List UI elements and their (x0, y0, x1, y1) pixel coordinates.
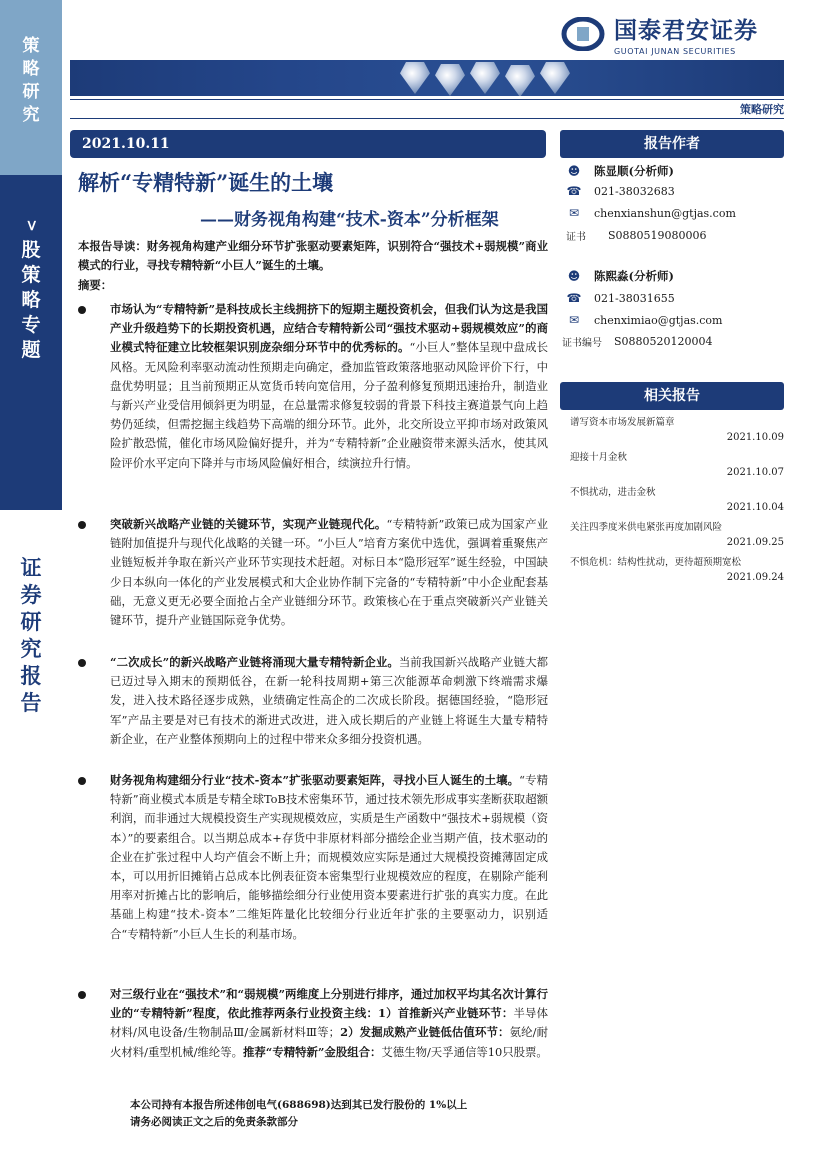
sidebar-char: 略 (22, 59, 40, 79)
sidebar-char: 股 (21, 239, 41, 261)
reader-guide: 本报告导读：财务视角构建产业细分环节扩张驱动要素矩阵，识别符合“强技术+弱规模”商业模式的行业，寻找专精特新“小巨人”诞生的土壤。 (78, 239, 548, 273)
sidebar-char: 券 (20, 583, 42, 607)
header-divider (70, 118, 784, 119)
phone-icon: ☎ (566, 184, 582, 198)
report-subtitle: ——财务视角构建“技术-资本”分析框架 (200, 210, 499, 230)
sidebar-char: > (22, 219, 41, 232)
related-heading: 相关报告 (560, 382, 784, 410)
sidebar-char: 专 (21, 314, 41, 336)
footer-disclosure: 本公司持有本报告所述伟创电气(688698)达到其已发行股份的 1%以上 (130, 1099, 468, 1111)
header-banner (70, 60, 784, 96)
bullet-icon (78, 521, 86, 529)
bullet-text: “小巨人”整体呈现中盘成长风格。无风险利率驱动流动性预期走向确定，叠加监管政策落地驱动风险评价下行，中盘优势明显；且当前预期正从宽货币转向宽信用，分子盈利修复预期迅速抬升，制造业与新兴产业受信用倾斜更为明显，在总量需求修复较弱的背景下科技主赛道景气向上趋势仍延续，但需挖掘主线趋势下高端的细分环节。此外，北交所设立平抑市场对政策风险扩散恐慌，催化市场风险偏好提升，并为“专精特新”企业融资带来源头活水，使其风险评价水平定向下降并与市场风险偏好相合，续演拉升行情。 (110, 340, 548, 470)
logo-icon (560, 17, 606, 51)
authors-heading: 报告作者 (560, 130, 784, 158)
bullet-icon (78, 659, 86, 667)
email-icon: ✉ (568, 206, 580, 220)
bullet-icon (78, 777, 86, 785)
company-logo (560, 12, 758, 56)
diamond-icon (470, 62, 500, 94)
sidebar-report-type (0, 510, 62, 1170)
header-category: 策略研究 (740, 103, 784, 116)
abstract-bullet (78, 515, 548, 630)
related-report-title[interactable]: 不惧危机：结构性扰动，更待超预期宽松 (570, 557, 742, 568)
author-name-row (566, 163, 674, 179)
sidebar-char: 究 (20, 637, 42, 661)
diamond-icon (540, 62, 570, 94)
sidebar-char: 究 (22, 105, 40, 125)
sidebar-char: 研 (22, 82, 40, 102)
report-date-bar (70, 130, 546, 158)
abstract-label: 摘要： (78, 278, 113, 292)
bullet-text: 艾德生物/天孚通信等10只股票。 (381, 1044, 548, 1059)
sidebar-category (0, 0, 62, 175)
author-name: 陈显顺(分析师) (594, 164, 674, 178)
related-report-title[interactable]: 不惧扰动，进击金秋 (570, 487, 656, 498)
bullet-bold-text: 突破新兴战略产业链的关键环节，实现产业链现代化。 (110, 517, 387, 531)
sidebar-char: 证 (20, 556, 42, 580)
abstract-bullet (78, 300, 548, 473)
person-icon: ☻ (567, 269, 581, 283)
related-report-date: 2021.10.07 (726, 467, 784, 478)
bullet-text: 氨纶/耐火材料/重型机械/维纶等。 (110, 1025, 548, 1059)
author-phone-row (566, 291, 675, 305)
bullet-bold-text: 推荐“专精特新”金股组合： (242, 1044, 382, 1059)
related-report-date: 2021.09.24 (726, 572, 784, 583)
sidebar-char: 略 (21, 289, 41, 311)
cert-label: 证书编号 (562, 338, 602, 349)
header-divider (70, 99, 784, 100)
bullet-bold-text: 财务视角构建细分行业“技术-资本”扩张驱动要素矩阵，寻找小巨人诞生的土壤。 (110, 773, 520, 787)
bullet-text: “专精特新”政策已成为国家产业链附加值提升与现代化战略的关键一环。“小巨人”培育方案优中选优，强调着重聚焦产业链短板并争取在新兴产业环节实现技术赶超。对标日本“隐形冠军”诞生经验，中国缺少日本纵向一体化的产业发展模式和大企业协作制下完备的“专精特新”中小企业配套基础，无意义更无必要全面抢占全产业链细分环节。政策核心在于重点突破新兴产业链关键环节，提升产业链国际竞争优势。 (110, 517, 548, 628)
logo-text-cn: 国泰君安证券 (614, 18, 758, 44)
bullet-text: “专精特新”商业模式本质是专精全球ToB技术密集环节，通过技术领先形成事实垄断获取超额利润，而非通过大规模投资生产实现规模效应，实质是生产函数中“强技术+弱规模（资本）”的要素组合。以当期总成本+存货中非原材料部分描绘企业当期产值，技术驱动的企业在扩张过程中人均产值会不断上升；而规模效应实际是通过大规模投资摊薄固定成本，可以用折旧摊销占总成本比例表征资本密集型行业规模效应的程度，在剔除产能利用率对折摊占比的影响后，能够描绘细分行业使用资本要素进行扩张的真实力度。在此基础上构建“技术-资本”二维矩阵量化比较细分行业近年扩张的主要驱动力，识别适合“专精特新”小巨人生长的利基市场。 (110, 773, 548, 941)
author-email-row (566, 313, 722, 327)
diamond-icon (400, 62, 430, 94)
author-phone: 021-38031655 (594, 291, 675, 305)
related-report-date: 2021.09.25 (726, 537, 784, 548)
footer-notice (130, 1097, 467, 1131)
bullet-bold-text: 2）发掘成熟产业链低估值环节： (340, 1025, 510, 1040)
sidebar-topic (0, 175, 62, 510)
author-name-row (566, 268, 674, 284)
bullet-icon (78, 306, 86, 314)
sidebar-char: 告 (20, 691, 42, 715)
abstract-bullet (78, 771, 548, 944)
cert-label: 证书 (566, 232, 586, 243)
diamond-icon (505, 65, 535, 96)
bullet-text: 半导体材料/风电设备/生物制品Ⅲ/金属新材料Ⅲ等； (110, 1006, 548, 1040)
bullet-bold-text: 市场认为“专精特新”是科技成长主线拥挤下的短期主题投资机会，但我们认为这是我国产业升级趋势下的长期投资机遇，应结合专精特新公司“强技术驱动+弱规模效应”的商业模式特征建立比较框架识别庞杂细分环节中的优秀标的。 (110, 302, 548, 355)
report-date: 2021.10.11 (82, 136, 170, 152)
author-phone: 021-38032683 (594, 184, 675, 198)
email-icon: ✉ (568, 313, 580, 327)
sidebar-char: 策 (22, 36, 40, 56)
bullet-text: 当前我国新兴战略产业链大都已迈过导入期末的预期低谷，在新一轮科技周期+第三次能源革命刺激下终端需求爆发，进入技术路径逐步成熟，业绩确定性高企的二次成长阶段。据德国经验，“隐形冠军”产品主要是对已有技术的渐进式改进，进入成长期后的产业链上将诞生大量专精特新企业，在产业整体预期向上的过程中带来众多细分投资机遇。 (110, 655, 548, 746)
author-name: 陈熙淼(分析师) (594, 269, 674, 283)
phone-icon: ☎ (566, 291, 582, 305)
person-icon: ☻ (567, 164, 581, 178)
footer-disclaimer: 请务必阅读正文之后的免责条款部分 (130, 1116, 298, 1128)
sidebar-char: 报 (20, 664, 42, 688)
author-email[interactable]: chenximiao@gtjas.com (594, 313, 723, 327)
sidebar-char: 题 (21, 339, 41, 361)
related-report-title[interactable]: 关注四季度米供电紧张再度加剧风险 (570, 522, 723, 533)
author-email-row (566, 206, 736, 220)
bullet-icon (78, 991, 86, 999)
related-report-date: 2021.10.04 (726, 502, 784, 513)
abstract-bullet (78, 985, 548, 1062)
diamond-icon (435, 64, 465, 96)
author-phone-row (566, 184, 675, 198)
author-cert: S0880519080006 (608, 229, 707, 242)
author-cert-row (562, 334, 713, 349)
logo-text-en: GUOTAI JUNAN SECURITIES (614, 47, 736, 56)
related-report-title[interactable]: 谱写资本市场发展新篇章 (570, 417, 675, 428)
related-report-date: 2021.10.09 (726, 432, 784, 443)
bullet-bold-text: “二次成长”的新兴战略产业链将涌现大量专精特新企业。 (110, 655, 399, 669)
sidebar-char: 研 (20, 610, 42, 634)
abstract-bullet (78, 653, 548, 749)
author-email[interactable]: chenxianshun@gtjas.com (594, 206, 736, 220)
related-report-title[interactable]: 迎接十月金秋 (570, 452, 628, 463)
report-title: 解析“专精特新”诞生的土壤 (78, 170, 334, 195)
author-cert: S0880520120004 (614, 335, 713, 348)
sidebar-char: 策 (21, 264, 41, 286)
author-cert-row (566, 228, 707, 243)
bullet-bold-text: 对三级行业在“强技术”和“弱规模”两维度上分别进行排序，通过加权平均其名次计算行业的“专精特新”程度，依此推荐两条行业投资主线：1）首推新兴产业链环节： (110, 987, 548, 1021)
